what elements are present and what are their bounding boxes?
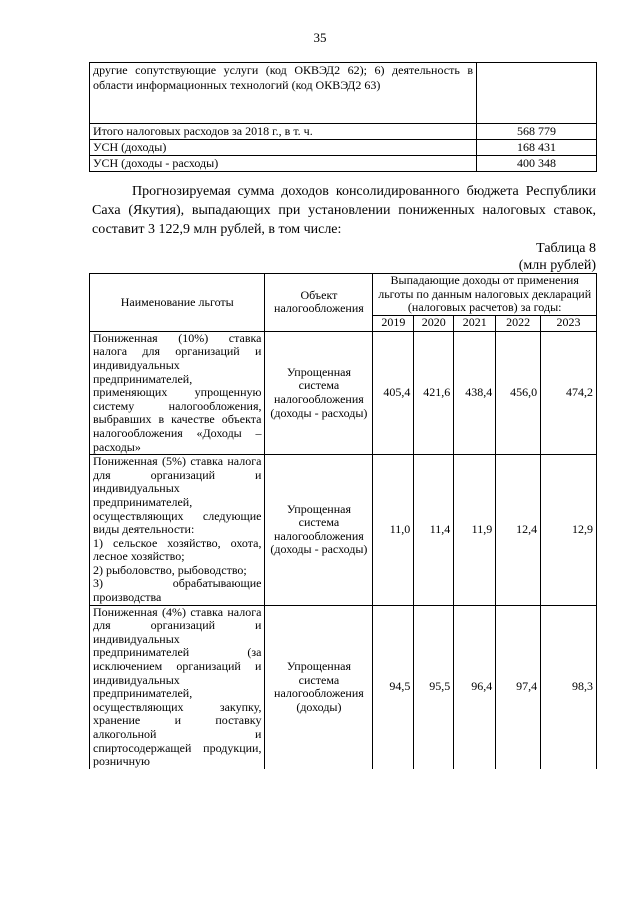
tax-object: Упрощенная система налогообложения (доходы) (265, 605, 373, 769)
table-units: (млн рублей) (518, 258, 596, 273)
value-cell: 95,5 (414, 605, 454, 769)
value-cell: 456,0 (496, 331, 541, 454)
value-cell: 11,0 (373, 455, 414, 606)
row-value: 168 431 (477, 140, 597, 156)
table-label: Таблица 8 (536, 241, 596, 256)
value-cell: 12,4 (496, 455, 541, 606)
row-description: УСН (доходы - расходы) (90, 156, 477, 172)
benefit-name: Пониженная (5%) ставка налога для организаций и индивидуальных предпринимателей, осуществляющих следующие виды деятельности: (93, 454, 262, 537)
page-number: 35 (313, 30, 327, 45)
header-row (90, 274, 597, 316)
benefit-name: Пониженная (10%) ставка налога для организаций и индивидуальных предпринимателей, применяющих упрощенную систему налогообложения, выбравших в качестве объекта налогообложения «Доходы – расходы» (90, 331, 265, 454)
header-benefit-name: Наименование льготы (90, 274, 265, 332)
activity-item: 2) рыболовство, рыбоводство; (93, 562, 247, 577)
value-cell: 421,6 (414, 331, 454, 454)
revenue-loss-table (89, 273, 597, 769)
table-row (90, 605, 597, 769)
row-description: Итого налоговых расходов за 2018 г., в т. ч. (90, 124, 477, 140)
row-value: 568 779 (477, 124, 597, 140)
table-row (90, 63, 597, 124)
value-cell: 11,9 (454, 455, 496, 606)
row-value (477, 63, 597, 124)
header-lost-revenue: Выпадающие доходы от применения льготы по данным налоговых деклараций (налоговых расчетов) за годы: (373, 274, 597, 316)
header-tax-object: Объект налогообложения (265, 274, 373, 332)
tax-object: Упрощенная система налогообложения (доходы - расходы) (265, 331, 373, 454)
table-row (90, 455, 597, 606)
activity-item: 3) обрабатывающие производства (93, 576, 262, 605)
activity-item: 1) сельское хозяйство, охота, лесное хозяйство; (93, 535, 262, 564)
header-year: 2019 (373, 315, 414, 331)
table-row (90, 140, 597, 156)
value-cell: 96,4 (454, 605, 496, 769)
header-year: 2022 (496, 315, 541, 331)
value-cell: 474,2 (541, 331, 597, 454)
value-cell: 12,9 (541, 455, 597, 606)
row-description: УСН (доходы) (90, 140, 477, 156)
benefit-name: Пониженная (4%) ставка налога для организаций и индивидуальных предпринимателей (за исключением организаций и индивидуальных предпринимателей, осуществляющих закупку, хранение и поставку алкогольной и спиртосодержащей продукции, розничную (90, 605, 265, 769)
table-row (90, 124, 597, 140)
value-cell: 94,5 (373, 605, 414, 769)
value-cell: 98,3 (541, 605, 597, 769)
table-row (90, 156, 597, 172)
header-year: 2020 (414, 315, 454, 331)
body-paragraph: Прогнозируемая сумма доходов консолидированного бюджета Республики Саха (Якутия), выпадающих при установлении пониженных налоговых ставок, составит 3 122,9 млн рублей, в том числе: (92, 184, 596, 237)
tax-expenditure-table (89, 62, 597, 172)
tax-object: Упрощенная система налогообложения (доходы - расходы) (265, 455, 373, 606)
value-cell: 97,4 (496, 605, 541, 769)
benefit-name-cell (90, 455, 265, 606)
header-year: 2021 (454, 315, 496, 331)
value-cell: 11,4 (414, 455, 454, 606)
row-value: 400 348 (477, 156, 597, 172)
row-description: другие сопутствующие услуги (код ОКВЭД2 62); 6) деятельность в области информационных технологий (код ОКВЭД2 63) (90, 63, 477, 124)
value-cell: 405,4 (373, 331, 414, 454)
value-cell: 438,4 (454, 331, 496, 454)
header-year: 2023 (541, 315, 597, 331)
table-row (90, 331, 597, 454)
table-caption (519, 240, 596, 274)
